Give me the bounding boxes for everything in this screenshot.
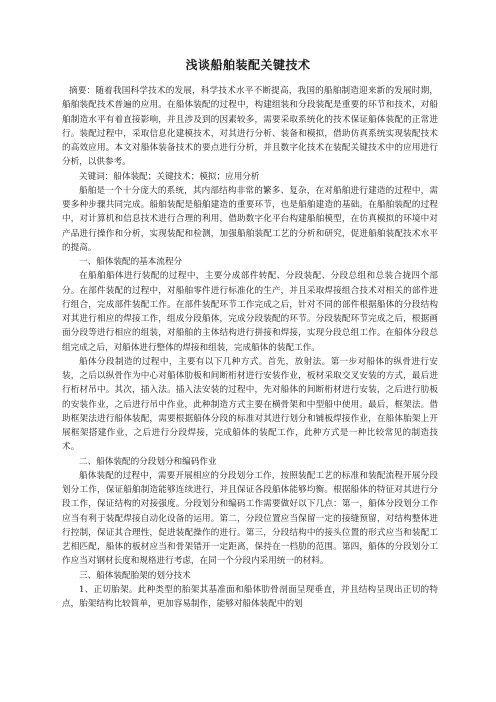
section-heading: 三、船体装配胎架的划分技术	[79, 570, 191, 581]
body-paragraph: 在船舶船体进行装配的过程中，主要分成部件转配、分段装配、分段总组和总装合拢四个部分。在部件装配的过程中，对船舶零件进行标准化的生产，并且采取焊接组合技术对相关的部件进行组合，完成部件装配工作。在部件装配环节工作完成之后，针对不同的部件根据船体的分段结构对其进行相应的焊接工作，组成分段船体，完成分段装配的环节。分段装配环节完成之后，根据画面分段等进行相应的组装，对船舶的主体结构进行拼接和焊接，实现分段总组工作。在船体分段总组完成之后，对船体进行整体的焊接和组装，完成船体的装配工作。	[62, 271, 438, 353]
body-paragraph: 船体装配的过程中，需要开展相应的分段划分工作，按照装配工艺的标准和装配流程开展分段划分工作，保证船舶制造能够连续进行，并且保证各段船体能够均衡。根据船体的特征对其进行分段工作，保证结构的对接强度。分段划分和编码工作需要做好以下几点：第一，船体分段划分工作应当有利于装配焊接自动化设备的运用。第二，分段位置应当保留一定的接缝预留，对结构整体进行控制，保证其合理性，促进装配操作的进行。第三，分段结构中的接头位置的形式应当和装配工艺相匹配，船体的板材应当和骨架错开一定距离，保持在一档肋的范围。第四，船体的分段划分工作应当对钢材长度和规格进行考虑，在同一个分段内采用统一的材料。	[62, 470, 438, 567]
document-body	[62, 84, 438, 611]
abstract-paragraph: 摘要：随着我国科学技术的发展，科学技术水平不断提高，我国的船舶制造迎来新的发展时期，船舶装配技术普遍的应用。在船体装配的过程中，构建组装和分段装配是重要的环节和技术，对船舶制造水平有着直接影响，并且涉及到的因素较多，需要采取系统化的技术保证船体装配的正常进行。装配过程中，采取信息化建模技术，对其进行分析、装备和模拟，借助仿真系统实现装配技术的高效应用。本文对船体装备技术的要点进行分析，并且数字化技术在装配关键技术中的应用进行分析，以供参考。	[62, 86, 438, 168]
section-heading: 二、船体装配的分段划分和编码作业	[79, 456, 217, 467]
document-title: 浅谈船舶装配关键技术	[185, 58, 311, 72]
body-paragraph: 船体分段制造的过程中，主要有以下几种方式。首先，放射法。第一步对船体的纵骨进行安装，之后以纵骨作为中心对船体肋板和间断桁材进行安装作业，板材采取交叉安装的方式，最后进行桁材吊中。其次，插入法。插入法安装的过程中，先对船体的间断桁材进行安装，之后进行肋板的安装作业，之后进行吊中作业，此种制造方式主要在横骨架和中型船中使用。最后，框架法。借助框架法进行船体装配，需要根据船体分段的标准对其进行划分和铺板焊接作业，在船体胎架上开展框架搭建作业，之后进行分段焊接，完成船体的装配工作，此种方式是一种比较常见的制造技术。	[62, 356, 438, 453]
intro-paragraph: 船舶是一个十分庞大的系统，其内部结构非常的繁多、复杂，在对船舶进行建造的过程中，需要多种步骤共同完成。船舶装配是船舶建造的重要环节，也是船舶建造的基础。在船舶装配的过程中，对计算机和信息技术进行合理的利用，借助数字化平台构建船舶模型，在仿真模拟的环境中对产品进行操作和分析，实现装配和检测，加强船舶装配工艺的分析和研究，促进船舶装配技术水平的提高。	[62, 185, 438, 253]
body-paragraph: 1、正切胎架。此种类型的胎架其基准面和船体肋骨剖面呈现垂直，并且结构呈现出正切的特点，胎架结构比较简单，更加容易制作，能够对船体装配中的划	[62, 584, 438, 609]
section-heading: 一、船体装配的基本流程分	[79, 257, 183, 267]
keywords-paragraph: 关键词：船体装配；关键技术；模拟；应用分析	[79, 171, 260, 182]
